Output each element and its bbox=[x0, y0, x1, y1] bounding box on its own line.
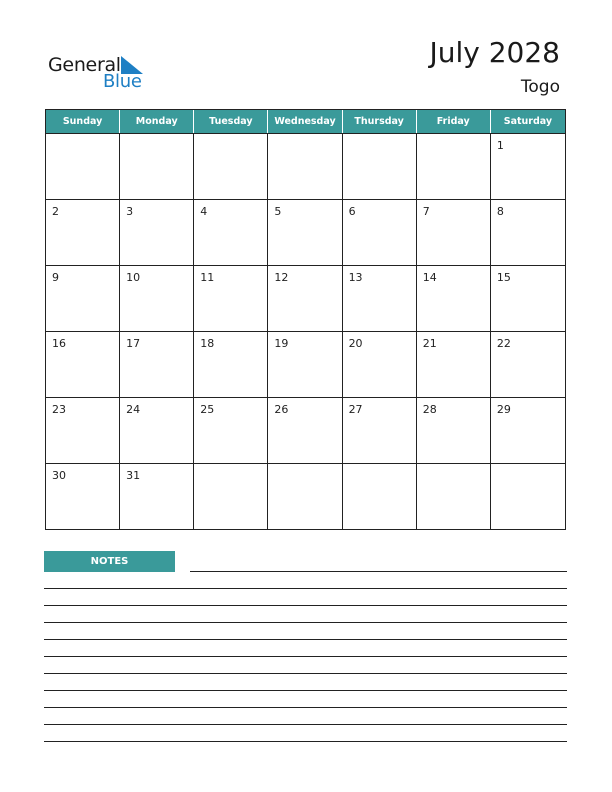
day-cell bbox=[343, 397, 417, 463]
brand-logo bbox=[48, 52, 158, 92]
weekday-monday: Monday bbox=[120, 110, 194, 133]
day-number: 12 bbox=[274, 271, 289, 284]
weekday-header bbox=[46, 110, 565, 133]
day-cell bbox=[491, 265, 565, 331]
day-cell bbox=[120, 331, 194, 397]
notes-line bbox=[44, 588, 567, 589]
day-number: 2 bbox=[52, 205, 59, 218]
notes-line bbox=[44, 673, 567, 674]
day-number: 18 bbox=[200, 337, 215, 350]
calendar-days bbox=[46, 133, 565, 529]
day-cell bbox=[417, 133, 491, 199]
weekday-sunday: Sunday bbox=[46, 110, 120, 133]
weekday-friday: Friday bbox=[417, 110, 491, 133]
day-number: 15 bbox=[496, 271, 511, 284]
notes-line bbox=[44, 690, 567, 691]
day-cell bbox=[194, 463, 268, 529]
day-number: 13 bbox=[348, 271, 363, 284]
day-cell bbox=[491, 199, 565, 265]
day-number: 26 bbox=[274, 403, 289, 416]
day-cell bbox=[46, 331, 120, 397]
day-number: 23 bbox=[52, 403, 66, 416]
day-number: 7 bbox=[422, 205, 430, 218]
weekday-thursday: Thursday bbox=[343, 110, 417, 133]
day-cell bbox=[491, 397, 565, 463]
day-number: 11 bbox=[200, 271, 215, 284]
day-number: 16 bbox=[52, 337, 66, 350]
day-cell bbox=[194, 133, 268, 199]
day-number: 5 bbox=[274, 205, 282, 218]
notes-line bbox=[44, 639, 567, 640]
day-number: 10 bbox=[126, 271, 141, 284]
day-cell bbox=[343, 199, 417, 265]
day-cell bbox=[343, 133, 417, 199]
logo-text-general: General bbox=[48, 54, 121, 76]
day-number: 3 bbox=[126, 205, 134, 218]
day-cell bbox=[46, 463, 120, 529]
day-cell bbox=[491, 331, 565, 397]
day-cell bbox=[194, 265, 268, 331]
day-number: 31 bbox=[126, 469, 141, 482]
notes-line bbox=[44, 741, 567, 742]
day-cell bbox=[343, 331, 417, 397]
day-cell bbox=[417, 199, 491, 265]
day-number: 20 bbox=[348, 337, 363, 350]
day-cell bbox=[268, 331, 342, 397]
day-cell bbox=[46, 397, 120, 463]
day-cell bbox=[268, 265, 342, 331]
day-cell bbox=[120, 199, 194, 265]
day-cell bbox=[491, 133, 565, 199]
day-cell bbox=[46, 199, 120, 265]
day-cell bbox=[268, 133, 342, 199]
day-cell bbox=[194, 397, 268, 463]
day-cell bbox=[417, 265, 491, 331]
day-number: 24 bbox=[126, 403, 141, 416]
day-cell bbox=[120, 397, 194, 463]
day-number: 6 bbox=[348, 205, 356, 218]
day-cell bbox=[120, 463, 194, 529]
day-cell bbox=[46, 133, 120, 199]
day-number: 8 bbox=[496, 205, 504, 218]
day-number: 21 bbox=[422, 337, 437, 350]
notes-line bbox=[44, 605, 567, 606]
day-cell bbox=[417, 397, 491, 463]
day-number: 25 bbox=[200, 403, 215, 416]
day-number: 19 bbox=[274, 337, 289, 350]
day-cell bbox=[268, 397, 342, 463]
day-cell bbox=[417, 331, 491, 397]
weekday-wednesday: Wednesday bbox=[268, 110, 342, 133]
day-cell bbox=[120, 265, 194, 331]
day-number: 14 bbox=[422, 271, 437, 284]
day-cell bbox=[268, 463, 342, 529]
day-cell bbox=[194, 199, 268, 265]
day-number: 27 bbox=[348, 403, 363, 416]
day-number: 9 bbox=[52, 271, 59, 284]
calendar-grid bbox=[45, 109, 566, 530]
day-number: 28 bbox=[422, 403, 437, 416]
day-cell bbox=[491, 463, 565, 529]
day-number: 22 bbox=[496, 337, 511, 350]
day-cell bbox=[417, 463, 491, 529]
day-number: 4 bbox=[200, 205, 208, 218]
day-cell bbox=[46, 265, 120, 331]
day-cell bbox=[343, 463, 417, 529]
notes-line bbox=[190, 571, 567, 572]
weekday-saturday: Saturday bbox=[503, 116, 553, 127]
logo-text-blue: Blue bbox=[103, 71, 142, 92]
day-number: 1 bbox=[496, 139, 504, 152]
day-cell bbox=[343, 265, 417, 331]
weekday-tuesday: Tuesday bbox=[194, 110, 268, 133]
day-cell bbox=[268, 199, 342, 265]
day-cell bbox=[194, 331, 268, 397]
day-number: 17 bbox=[126, 337, 141, 350]
calendar-country: Togo bbox=[520, 77, 560, 97]
calendar-title: July 2028 bbox=[429, 36, 560, 69]
notes-line bbox=[44, 622, 567, 623]
day-number: 30 bbox=[52, 469, 66, 482]
day-number: 29 bbox=[496, 403, 511, 416]
day-cell bbox=[120, 133, 194, 199]
notes-line bbox=[44, 707, 567, 708]
notes-line bbox=[44, 656, 567, 657]
notes-line bbox=[44, 724, 567, 725]
notes-label: NOTES bbox=[44, 551, 175, 572]
